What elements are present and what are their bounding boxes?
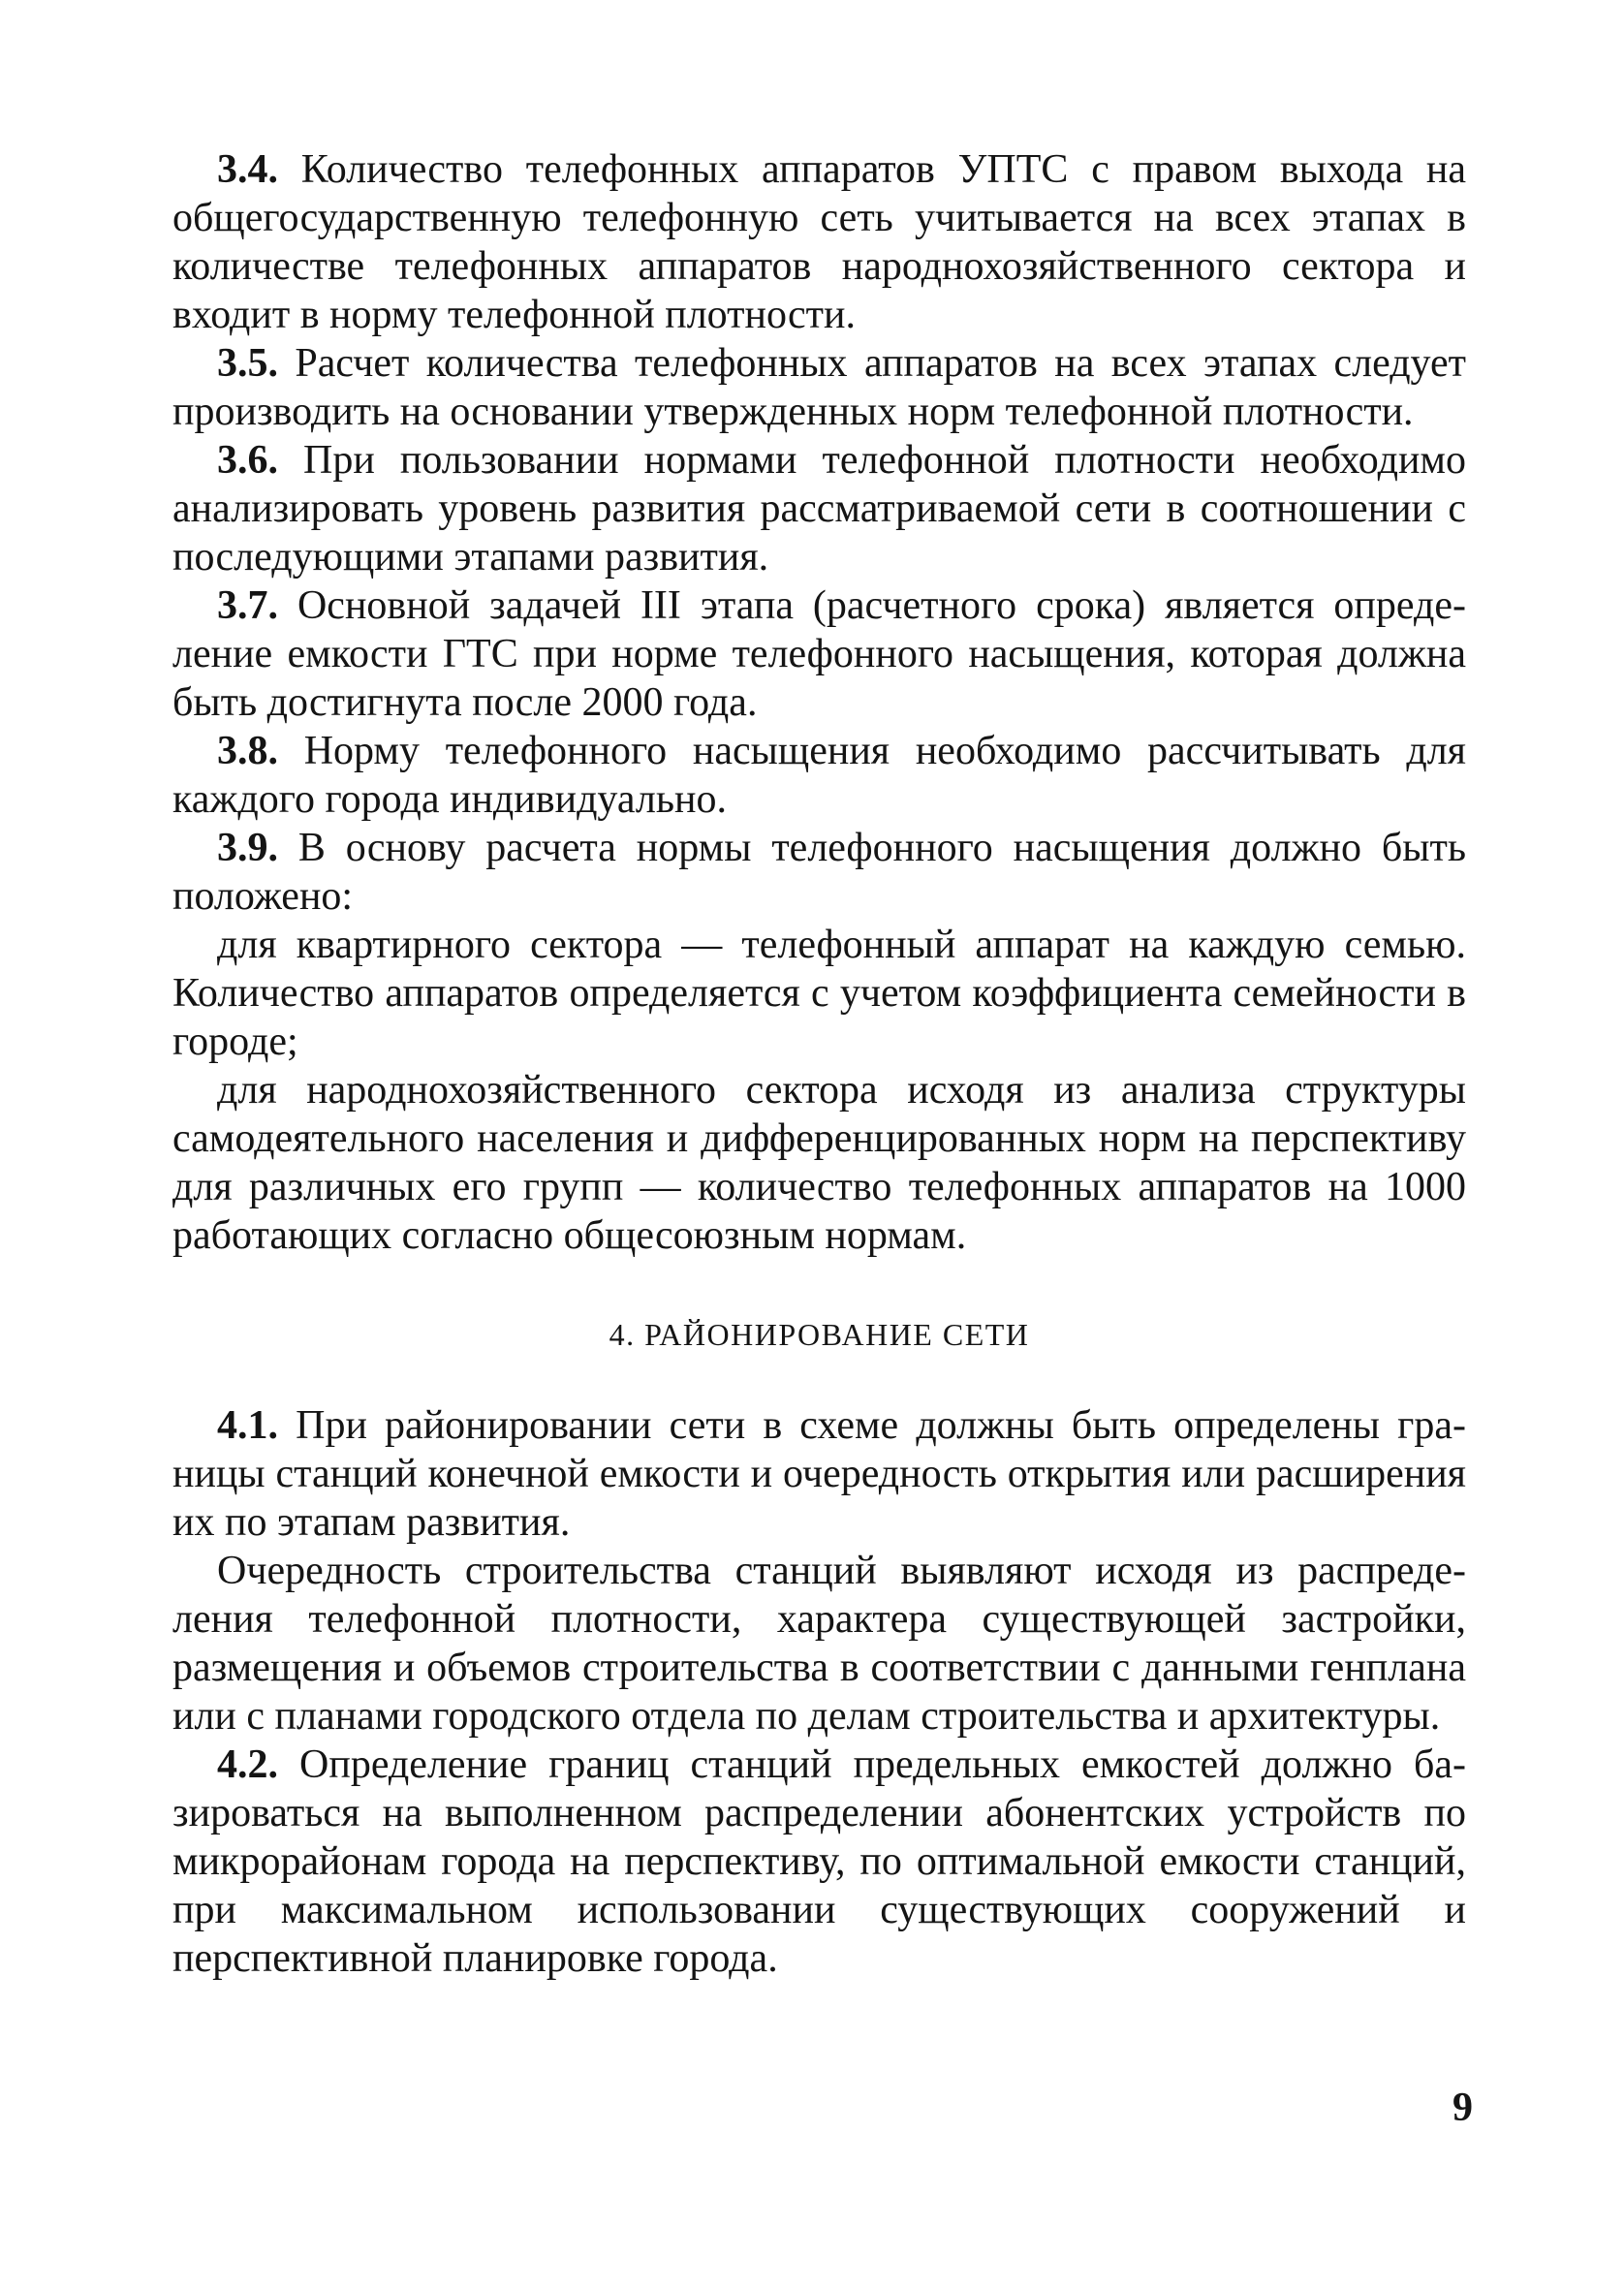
paragraph-number: 4.2. [217,1742,278,1787]
paragraph-construction-order [172,1547,1466,1741]
paragraph-number: 3.9. [217,826,278,870]
paragraph-text: Расчет количества телефонных аппаратов на всех этапах следует производить на основании утвержденных норм телефонной плотности. [172,341,1467,434]
paragraph-3-4 [172,145,1466,339]
paragraph-4-2 [172,1741,1466,1983]
paragraph-number: 3.8. [217,729,278,773]
paragraph-3-9 [172,824,1466,921]
paragraph-residential-sector [172,921,1466,1066]
paragraph-economic-sector [172,1066,1466,1260]
section-heading: 4. РАЙОНИРОВАНИЕ СЕТИ [609,1317,1030,1352]
page-number: 9 [1452,2086,1473,2130]
paragraph-text: Количество телефонных аппаратов УПТС с правом выхода на общегосударственную телефонную сеть учитывается на всех этапах в количестве телефонных аппаратов народнохозяйственного сектора и входит в норму телефонной плотности. [172,147,1466,337]
paragraph-number: 3.5. [217,341,278,386]
paragraph-text: При районировании сети в схеме должны быть определены границы станций конечной емкости и очередность открытия или расширения их по этапам развития. [172,1403,1466,1545]
paragraph-text: В основу расчета нормы телефонного насыщения должно быть положено: [172,826,1467,919]
paragraph-text: для квартирного сектора — телефонный аппарат на каждую семью. Количество аппаратов определяется с учетом коэффициента семейности в городе; [172,923,1466,1064]
paragraph-text: Основной задачей III этапа (расчетного срока) является определение емкости ГТС при норме телефонного насыщения, которая должна быть достигнута после 2000 года. [172,583,1466,725]
paragraph-text: для народнохозяйственного сектора исходя из анализа структуры самодеятельного населения и дифференцированных норм на перспективу для различных его групп — количество телефонных аппаратов на 1000 работающих согласно общесоюзным нормам. [172,1068,1466,1258]
paragraph-number: 3.6. [217,438,278,483]
paragraph-number: 3.4. [217,147,278,192]
paragraph-number: 4.1. [217,1403,278,1448]
paragraph-number: 3.7. [217,583,278,628]
paragraph-text: При пользовании нормами телефонной плотности необходимо анализировать уровень развития рассматриваемой сети в соотношении с последующими этапами развития. [172,438,1466,580]
paragraph-3-6 [172,436,1466,581]
body-text [172,145,1466,1983]
paragraph-text: Очередность строительства станций выявляют исходя из распределения телефонной плотности, характера существующей застройки, размещения и объемов строительства в соответствии с данными генплана или с планами городского отдела по делам строительства и архитектуры. [172,1549,1466,1739]
paragraph-3-7 [172,581,1466,727]
paragraph-3-5 [172,339,1466,436]
paragraph-4-1 [172,1401,1466,1547]
paragraph-text: Норму телефонного насыщения необходимо рассчитывать для каждого города индивидуально. [172,729,1466,822]
paragraph-text: Определение границ станций предельных емкостей должно базироваться на выполненном распределении абонентских устройств по микрорайонам города на перспективу, по оптимальной емкости станций, при максимальном использовании существующих сооружений и перспективной планировке города. [172,1742,1466,1981]
paragraph-3-8 [172,727,1466,824]
